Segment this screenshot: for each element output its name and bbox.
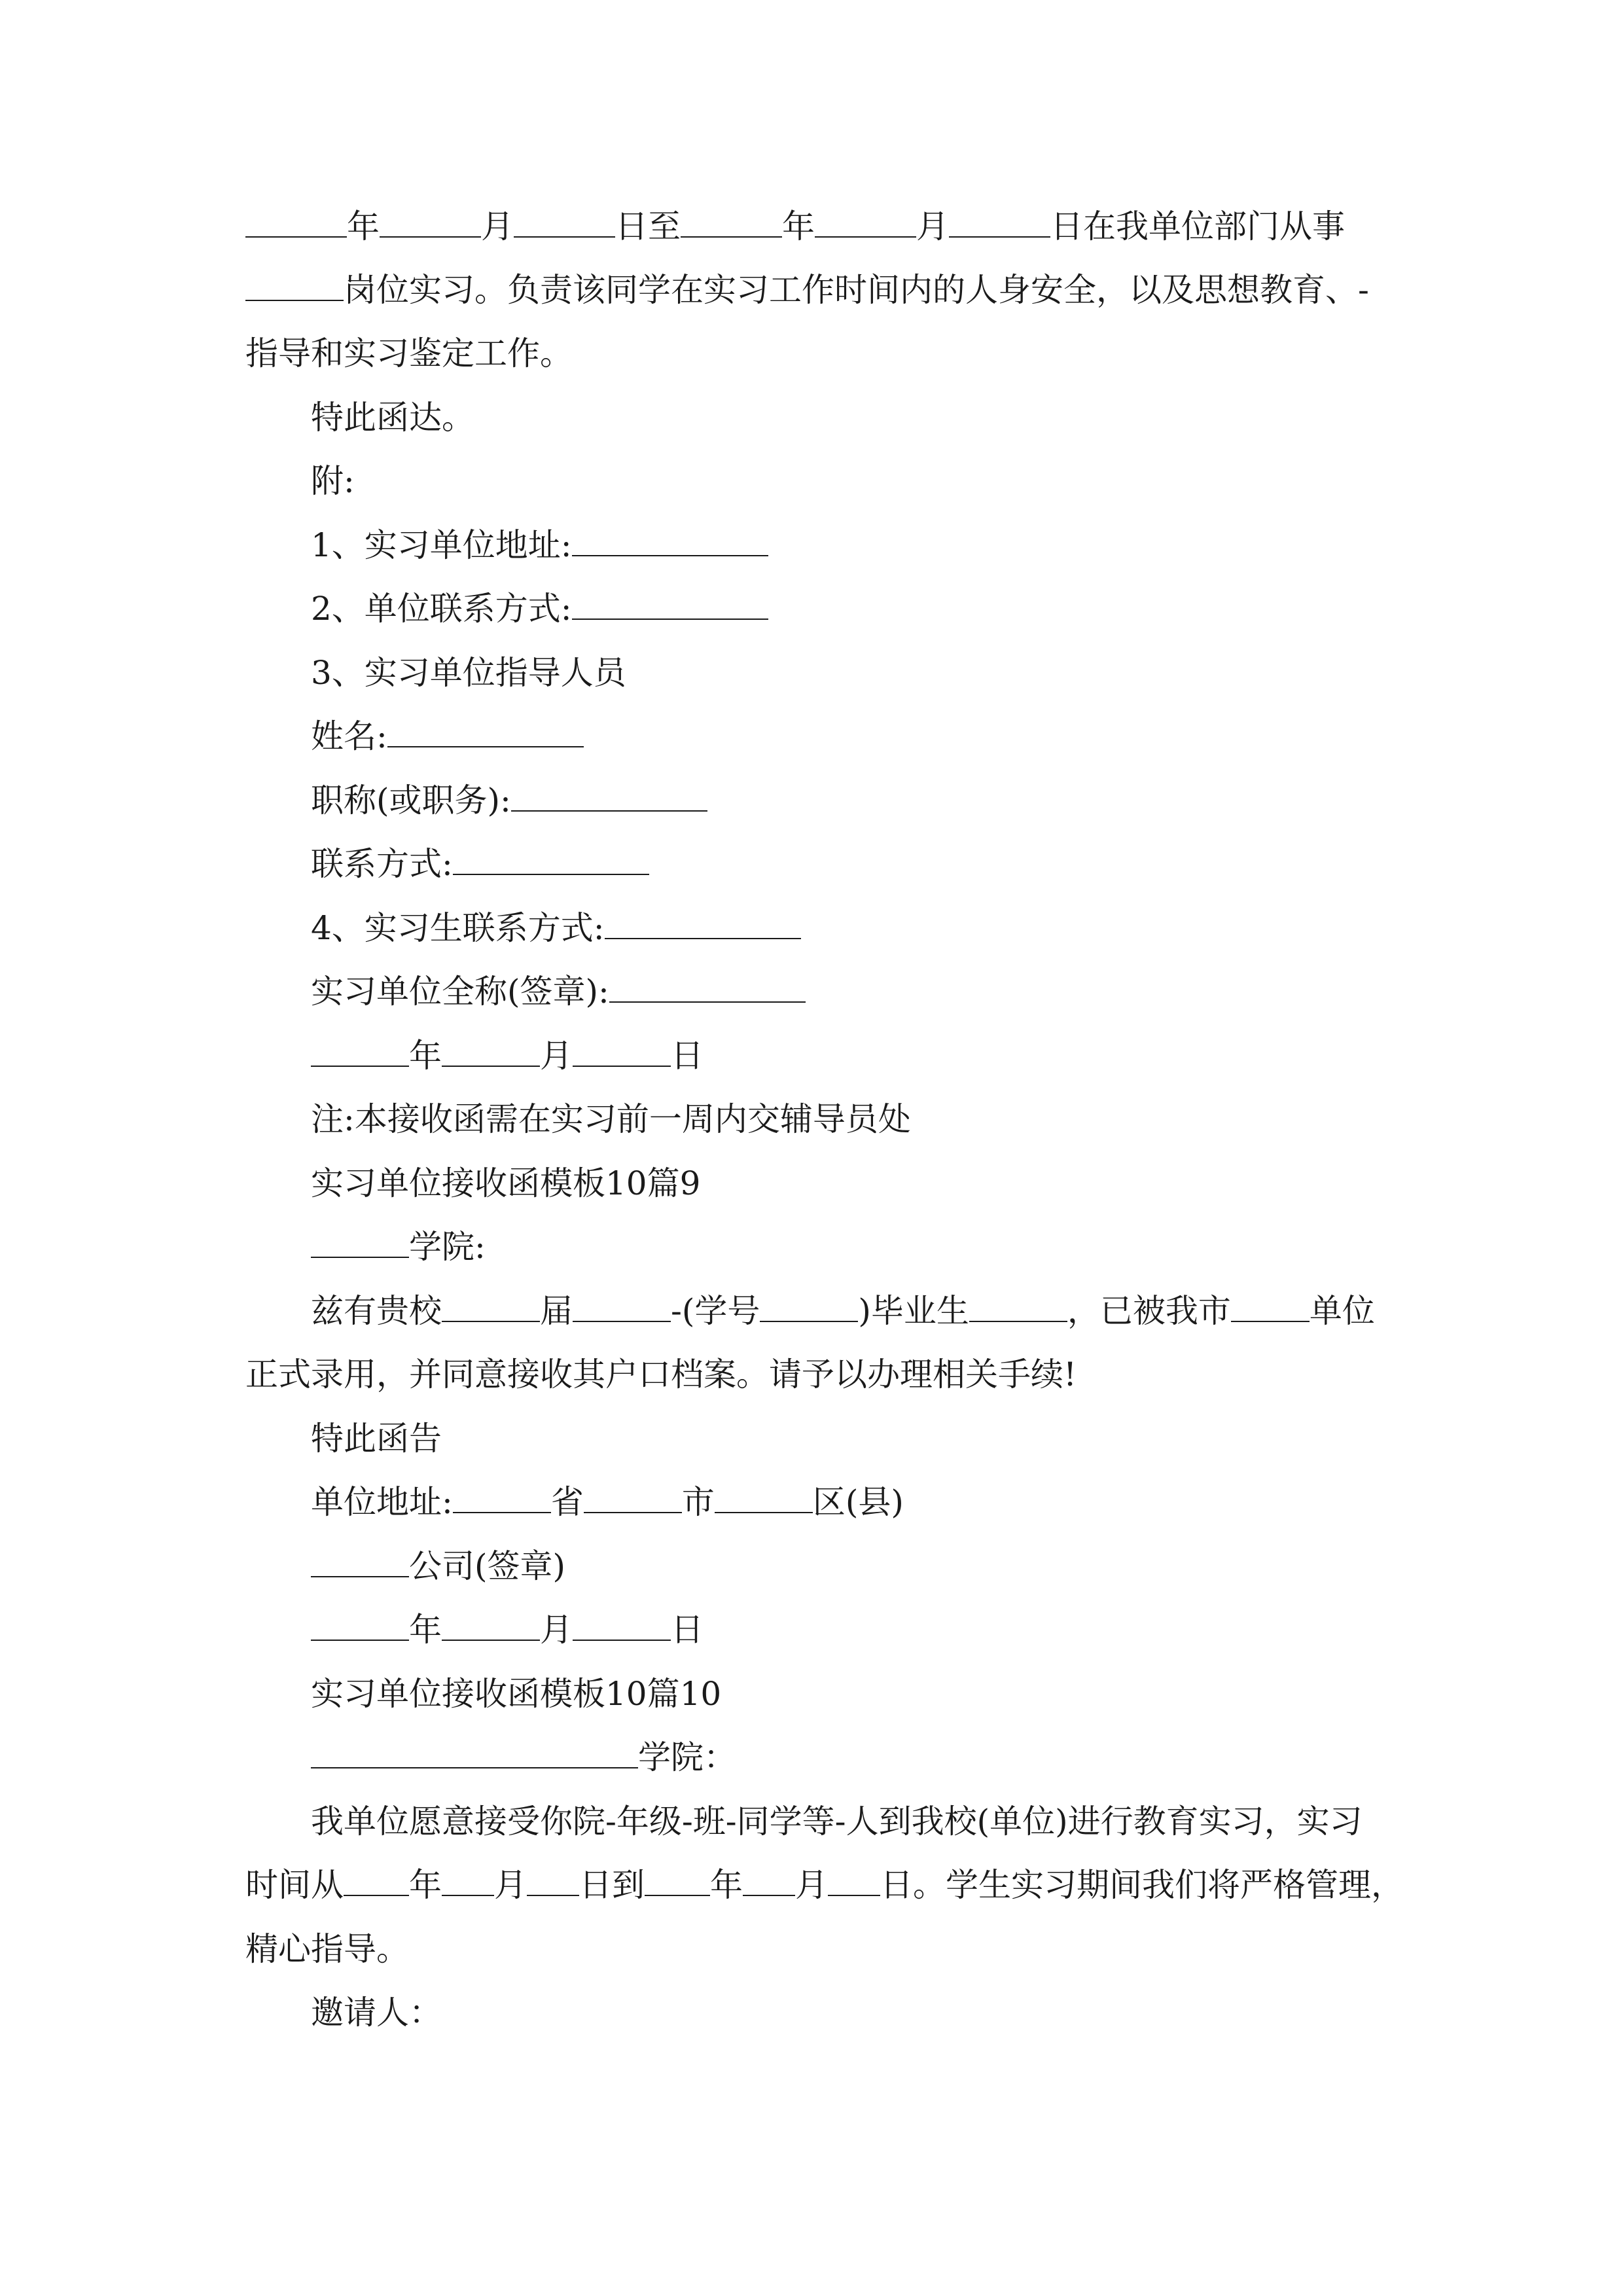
para10-line2 — [245, 1865, 1404, 1905]
intern-contact-label: 4、实习生联系方式: — [311, 909, 605, 947]
item-contact — [311, 589, 768, 628]
blank-field — [344, 1866, 409, 1896]
section-heading-10: 实习单位接收函模板10篇10 — [311, 1675, 722, 1713]
unit-full-name-label: 实习单位全称(签章): — [311, 973, 609, 1011]
blank-field — [311, 1611, 409, 1641]
blank-field — [573, 1292, 671, 1322]
text-year: 年 — [347, 207, 380, 245]
blank-field — [311, 1037, 409, 1067]
blank-field — [969, 1292, 1067, 1322]
para10-text: 日到 — [579, 1866, 645, 1904]
section-heading-9: 实习单位接收函模板10篇9 — [311, 1164, 701, 1202]
para10-text: 日。学生实习期间我们将严格管理， — [880, 1866, 1404, 1904]
para10-text: 月 — [795, 1866, 828, 1904]
para10-line1: 我单位愿意接受你院-年级-班-同学等-人到我校(单位)进行教育实习，实习 — [311, 1803, 1363, 1840]
para9-text: 届 — [540, 1292, 573, 1330]
text-city: 市 — [681, 1483, 715, 1521]
item-address-label: 1、实习单位地址: — [311, 526, 572, 564]
blank-field — [453, 845, 649, 875]
college-label: 学院: — [409, 1228, 486, 1266]
para10-text: 年 — [710, 1866, 743, 1904]
blank-field — [380, 207, 481, 238]
blank-field — [245, 207, 347, 238]
blank-field — [311, 1547, 409, 1577]
blank-field — [715, 1483, 813, 1513]
blank-field — [573, 1037, 671, 1067]
blank-field — [605, 909, 801, 939]
blank-field — [645, 1866, 710, 1896]
para1-line3: 指导和实习鉴定工作。 — [245, 334, 573, 372]
text-day: 日 — [671, 1611, 704, 1649]
blank-field — [311, 1738, 638, 1768]
blank-field — [572, 590, 768, 620]
text-day-to: 日至 — [615, 207, 681, 245]
note-text: 注:本接收函需在实习前一周内交辅导员处 — [311, 1100, 911, 1138]
unit-address — [311, 1482, 904, 1522]
blank-field — [442, 1037, 540, 1067]
company-seal-label: 公司(签章) — [409, 1547, 566, 1585]
company-seal-line — [311, 1547, 565, 1586]
supervisor-contact-label: 联系方式: — [311, 845, 453, 883]
blank-field — [743, 1866, 795, 1896]
unit-full-name — [311, 972, 806, 1011]
para1-line2 — [245, 270, 1369, 310]
blank-field — [453, 1483, 551, 1513]
blank-field — [527, 1866, 579, 1896]
item-supervisor: 3、实习单位指导人员 — [311, 654, 626, 692]
supervisor-contact — [311, 844, 649, 884]
supervisor-title — [311, 781, 707, 820]
supervisor-name-label: 姓名: — [311, 717, 387, 755]
blank-field — [828, 1866, 880, 1896]
college-line-9 — [311, 1227, 486, 1266]
text-month: 月 — [540, 1037, 573, 1075]
text-position-duties: 岗位实习。负责该同学在实习工作时间内的人身安全，以及思想教育、- — [344, 271, 1369, 309]
blank-field — [760, 1292, 858, 1322]
text-year: 年 — [409, 1611, 442, 1649]
attachment-label: 附: — [311, 462, 355, 500]
para10-text: 年 — [409, 1866, 442, 1904]
text-year: 年 — [409, 1037, 442, 1075]
para9-line2: 正式录用，并同意接收其户口档案。请予以办理相关手续! — [245, 1355, 1077, 1393]
para9-text: ，已被我市 — [1067, 1292, 1231, 1330]
item-contact-label: 2、单位联系方式: — [311, 590, 572, 628]
para9-line1 — [311, 1291, 1375, 1331]
blank-field — [1231, 1292, 1310, 1322]
blank-field — [442, 1866, 494, 1896]
blank-field — [584, 1483, 682, 1513]
text-year: 年 — [782, 207, 815, 245]
college-line-10 — [311, 1738, 736, 1777]
para9-text: -(学号 — [671, 1292, 760, 1330]
date-line-1 — [311, 1036, 704, 1075]
college-label: 学院： — [638, 1738, 736, 1776]
blank-field — [442, 1292, 540, 1322]
text-day-position: 日在我单位部门从事 — [1050, 207, 1345, 245]
para10-text: 月 — [494, 1866, 527, 1904]
supervisor-name — [311, 717, 584, 756]
para9-text: 单位 — [1309, 1292, 1375, 1330]
blank-field — [442, 1611, 540, 1641]
text-day: 日 — [671, 1037, 704, 1075]
blank-field — [609, 973, 806, 1003]
date-line-2 — [311, 1610, 704, 1649]
blank-field — [681, 207, 782, 238]
intern-contact — [311, 908, 801, 948]
text-month: 月 — [916, 207, 949, 245]
blank-field — [387, 717, 584, 747]
blank-field — [514, 207, 615, 238]
para10-line3: 精心指导。 — [245, 1930, 409, 1968]
address-label: 单位地址: — [311, 1483, 453, 1521]
blank-field — [511, 781, 707, 812]
para9-text: )毕业生 — [858, 1292, 969, 1330]
blank-field — [311, 1228, 409, 1258]
text-district: 区(县) — [812, 1483, 904, 1521]
text-month: 月 — [540, 1611, 573, 1649]
para10-text: 时间从 — [245, 1866, 344, 1904]
blank-field — [573, 1611, 671, 1641]
blank-field — [572, 526, 768, 556]
closing-text: 特此函达。 — [311, 399, 474, 437]
text-month: 月 — [481, 207, 514, 245]
blank-field — [949, 207, 1050, 238]
text-province: 省 — [550, 1483, 584, 1521]
blank-field — [815, 207, 916, 238]
supervisor-title-label: 职称(或职务): — [311, 781, 511, 819]
para1-line1 — [245, 207, 1345, 246]
inviter-label: 邀请人： — [311, 1994, 442, 2032]
blank-field — [245, 271, 344, 301]
item-address — [311, 526, 768, 565]
para9-text: 兹有贵校 — [311, 1292, 442, 1330]
closing-text-9: 特此函告 — [311, 1420, 442, 1458]
